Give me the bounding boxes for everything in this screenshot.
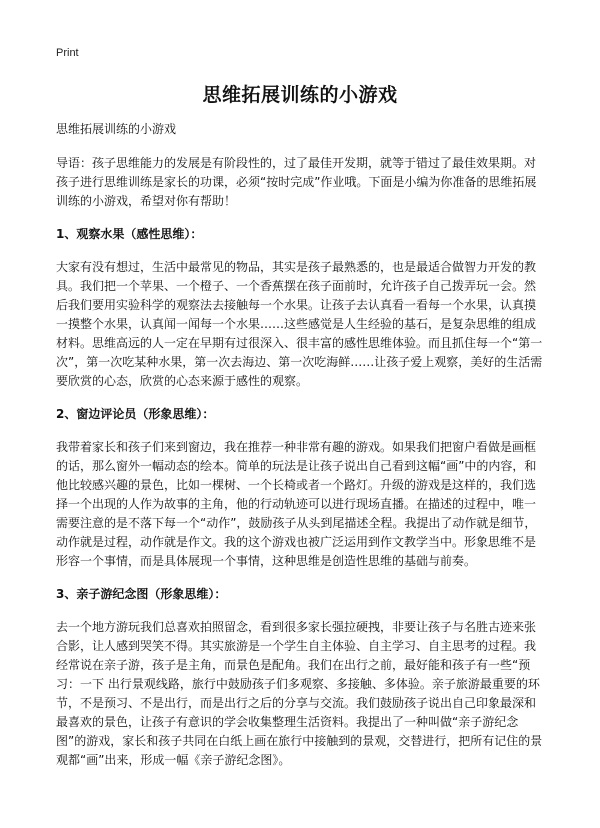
article-content bbox=[56, 120, 546, 784]
print-link[interactable]: Print bbox=[56, 47, 79, 59]
section-body: 大家有没有想过，生活中最常见的物品，其实是孩子最熟悉的，也是最适合做智力开发的教具。我们把一个苹果、一个橙子、一个香蕉摆在孩子面前时，允许孩子自己拨弄玩一会。然后我们要用实验科学的观察法去接触每一个水果。让孩子去认真看一看每一个水果，认真摸一摸整个水果，认真闻一闻每一个水果……这些感觉是人生经验的基石，是复杂思维的组成材料。思维高远的人一定在早期有过很深入、很丰富的感性思维体验。而且抓住每一个“第一次”，第一次吃某种水果，第一次去海边、第一次吃海鲜……让孩子爱上观察，美好的生活需要欣赏的心态，欣赏的心态来源于感性的观察。 bbox=[56, 260, 543, 388]
section-window-commentator bbox=[56, 405, 546, 571]
page-title: 思维拓展训练的小游戏 bbox=[202, 84, 398, 106]
section-travel-map bbox=[56, 585, 546, 770]
section-body: 去一个地方游玩我们总喜欢拍照留念，看到很多家长强拉硬拽，非要让孩子与名胜古迹来张合影，让人感到哭笑不得。其实旅游是一个学生自主体验、自主学习、自主思考的过程。我经常说在亲子游，孩子是主角，而景色是配角。我们在出行之前，最好能和孩子有一些“预习：一下 出行景观线路，旅行中鼓励孩子们多观察、多接触、多体验。亲子旅游最重要的环节，不是预习、不是出行，而是出行之后的分享与交流。我们鼓励孩子说出自己印象最深和最喜欢的景色，让孩子有意识的学会收集整理生活资料。我提出了一种叫做“亲子游纪念图”的游戏，家长和孩子共同在白纸上画在旅行中接触到的景观，交替进行，把所有记住的景观都“画”出来，形成一幅《亲子游纪念图》。 bbox=[56, 620, 543, 767]
article-subtitle: 思维拓展训练的小游戏 bbox=[56, 122, 177, 136]
section-heading: 2、窗边评论员（形象思维）： bbox=[56, 407, 215, 421]
section-observe-fruit bbox=[56, 225, 546, 391]
section-heading: 1、观察水果（感性思维）： bbox=[56, 227, 203, 241]
intro-paragraph: 导语：孩子思维能力的发展是有阶段性的，过了最佳开发期，就等于错过了最佳效果期。对孩子进行思维训练是家长的功课，必须“按时完成”作业哦。下面是小编为你准备的思维拓展训练的小游戏，希望对你有帮助！ bbox=[56, 156, 537, 208]
section-body: 我带着家长和孩子们来到窗边，我在推荐一种非常有趣的游戏。如果我们把窗户看做是画框的话，那么窗外一幅动态的绘本。简单的玩法是让孩子说出自己看到这幅“画”中的内容，和他比较感兴趣的景色，比如一棵树、一个长椅或者一个路灯。升级的游戏是这样的，我们选择一个出现的人作为故事的主角，他的行动轨迹可以进行现场直播。在描述的过程中，唯一需要注意的是不落下每一个“动作”，鼓励孩子从头到尾描述全程。我提出了动作就是细节，动作就是过程，动作就是作文。我的这个游戏也被广泛运用到作文教学当中。形象思维不是形容一个事情，而是具体展现一个事情，这种思维是创造性思维的基础与前奏。 bbox=[56, 440, 537, 568]
section-heading: 3、亲子游纪念图（形象思维）： bbox=[56, 587, 227, 601]
